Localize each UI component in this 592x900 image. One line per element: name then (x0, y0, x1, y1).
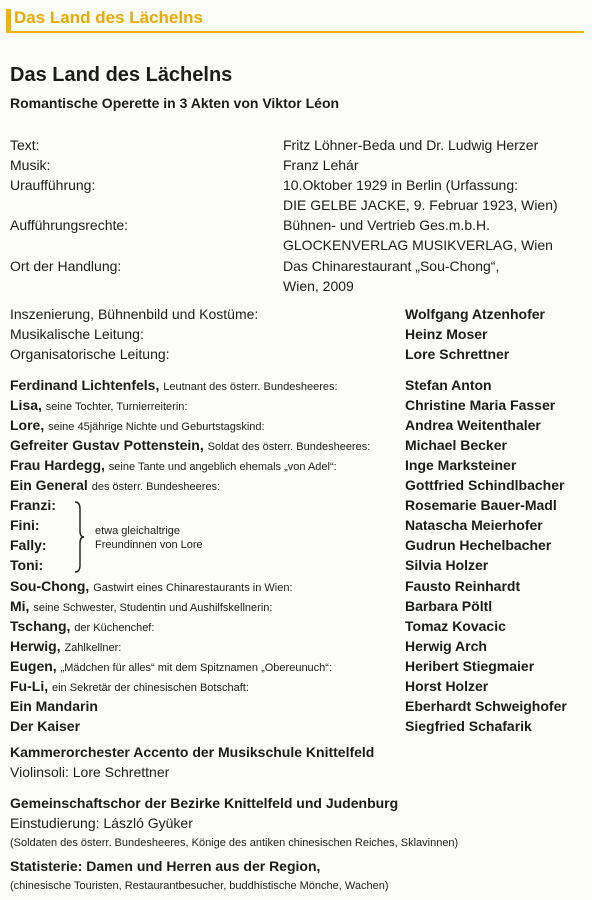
cast-role (10, 638, 121, 654)
cast-role (10, 678, 249, 694)
cast-role (10, 557, 43, 573)
cast-role (10, 698, 98, 714)
staff-name: Heinz Moser (405, 326, 488, 342)
page-subtitle: Romantische Operette in 3 Akten von Viktor Léon (10, 95, 340, 111)
info-value-auffuehrungsrechte-1: Bühnen- und Vertrieb Ges.m.b.H. (283, 217, 490, 233)
info-value-urauffuehrung-2: DIE GELBE JACKE, 9. Februar 1923, Wien) (283, 197, 558, 213)
cast-role-name: Fally: (10, 537, 47, 553)
info-value-auffuehrungsrechte-2: GLOCKENVERLAG MUSIKVERLAG, Wien (283, 237, 553, 253)
cast-role (10, 377, 338, 393)
cast-actor: Siegfried Schafarik (405, 718, 532, 734)
cast-role-desc: „Mädchen für alles“ mit dem Spitznamen „Obereunuch“: (60, 662, 333, 674)
cast-role (10, 578, 293, 594)
header-accent-bar (6, 9, 11, 31)
curly-brace-icon (74, 501, 84, 573)
cast-role-desc: seine Schwester, Studentin und Aushilfskellnerin: (33, 602, 273, 614)
cast-role-desc: Zahlkellner: (64, 642, 122, 654)
cast-role-name: Gefreiter Gustav Pottenstein, (10, 437, 204, 453)
staff-name: Wolfgang Atzenhofer (405, 306, 545, 322)
info-value-text: Fritz Löhner-Beda und Dr. Ludwig Herzer (283, 137, 539, 153)
cast-role-name: Sou-Chong, (10, 578, 90, 594)
cast-role-name: Tschang, (10, 618, 71, 634)
header-divider (6, 31, 584, 33)
cast-role-name: Fini: (10, 517, 40, 533)
cast-actor: Fausto Reinhardt (405, 578, 521, 594)
choir-note: (Soldaten des österr. Bundesheeres, Könige des antiken chinesischen Reiches, Sklavinnen) (10, 837, 459, 849)
cast-role-name: Herwig, (10, 638, 61, 654)
cast-role-name: Ferdinand Lichtenfels, (10, 377, 160, 393)
orchestra-title (10, 744, 374, 760)
cast-role (10, 658, 332, 674)
cast-role (10, 497, 56, 513)
info-label-urauffuehrung: Uraufführung: (10, 177, 96, 193)
extras-note: (chinesische Touristen, Restaurantbesucher, buddhistische Mönche, Wachen) (10, 880, 389, 892)
cast-actor: Rosemarie Bauer-Madl (405, 497, 557, 513)
orchestra-title-text: Kammerorchester Accento der Musikschule Knittelfeld (10, 744, 375, 760)
header-title: Das Land des Lächelns (14, 8, 203, 27)
cast-actor: Eberhardt Schweighofer (405, 698, 567, 714)
cast-actor: Barbara Pöltl (405, 598, 493, 614)
choir-director: Einstudierung: László Gyüker (10, 815, 193, 831)
staff-role: Musikalische Leitung: (10, 326, 144, 342)
cast-actor: Heribert Stiegmaier (405, 658, 535, 674)
info-value-ort-2: Wien, 2009 (283, 278, 354, 294)
cast-role-desc: Soldat des österr. Bundesheeres: (207, 441, 371, 453)
cast-role-desc: ein Sekretär der chinesischen Botschaft: (52, 682, 249, 694)
cast-role-desc: des österr. Bundesheeres: (91, 481, 221, 493)
extras-title-text: Statisterie: Damen und Herren aus der Region, (10, 858, 321, 874)
cast-role (10, 457, 337, 473)
cast-role-name: Franzi: (10, 497, 56, 513)
cast-actor: Michael Becker (405, 437, 507, 453)
info-label-musik: Musik: (10, 157, 51, 173)
cast-role (10, 437, 370, 453)
info-value-musik: Franz Lehár (283, 157, 359, 173)
cast-role (10, 537, 47, 553)
cast-role-name: Der Kaiser (10, 718, 81, 734)
cast-actor: Gudrun Hechelbacher (405, 537, 552, 553)
cast-role-name: Ein General (10, 477, 88, 493)
cast-actor: Natascha Meierhofer (405, 517, 543, 533)
choir-title (10, 795, 398, 811)
cast-actor: Gottfried Schindlbacher (405, 477, 565, 493)
info-value-urauffuehrung-1: 10.Oktober 1929 in Berlin (Urfassung: (283, 177, 519, 193)
cast-role-desc: seine Tante und angeblich ehemals „von Adel“: (108, 461, 337, 473)
cast-role (10, 598, 272, 614)
orchestra-soloist: Violinsoli: Lore Schrettner (10, 764, 170, 780)
staff-role: Inszenierung, Bühnenbild und Kostüme: (10, 306, 259, 322)
extras-title (10, 858, 320, 874)
cast-role (10, 417, 265, 433)
choir-title-text: Gemeinschaftschor der Bezirke Knittelfeld und Judenburg (10, 795, 399, 811)
cast-role-desc: seine 45jährige Nichte und Geburtstagskind: (48, 421, 265, 433)
info-value-ort-1: Das Chinarestaurant „Sou-Chong“, (283, 258, 500, 274)
friends-note-line: Freundinnen von Lore (95, 539, 203, 551)
staff-name: Lore Schrettner (405, 346, 510, 362)
cast-actor: Christine Maria Fasser (405, 397, 556, 413)
info-label-ort: Ort der Handlung: (10, 258, 122, 274)
cast-actor: Silvia Holzer (405, 557, 489, 573)
cast-role-desc: der Küchenchef: (74, 622, 155, 634)
info-label-text: Text: (10, 137, 40, 153)
cast-role-name: Frau Hardegg, (10, 457, 105, 473)
cast-role (10, 718, 80, 734)
info-label-auffuehrungsrechte: Aufführungsrechte: (10, 217, 129, 233)
cast-actor: Horst Holzer (405, 678, 489, 694)
cast-role-name: Toni: (10, 557, 44, 573)
cast-role-name: Lore, (10, 417, 45, 433)
page-title: Das Land des Lächelns (10, 64, 233, 86)
cast-role-name: Fu-Li, (10, 678, 49, 694)
cast-actor: Andrea Weitenthaler (405, 417, 541, 433)
cast-role-name: Lisa, (10, 397, 42, 413)
cast-role-desc: seine Tochter, Turnierreiterin: (45, 401, 188, 413)
cast-role-name: Mi, (10, 598, 30, 614)
cast-role (10, 517, 40, 533)
cast-role-name: Ein Mandarin (10, 698, 98, 714)
cast-role-desc: Leutnant des österr. Bundesheeres: (163, 381, 338, 393)
cast-actor: Stefan Anton (405, 377, 492, 393)
cast-role-name: Eugen, (10, 658, 57, 674)
cast-role-desc: Gastwirt eines Chinarestaurants in Wien: (93, 582, 293, 594)
friends-note (95, 524, 203, 552)
cast-actor: Tomaz Kovacic (405, 618, 506, 634)
cast-role (10, 477, 220, 493)
friends-note-line: etwa gleichaltrige (95, 525, 180, 537)
cast-role (10, 397, 187, 413)
cast-role (10, 618, 154, 634)
cast-actor: Inge Marksteiner (405, 457, 517, 473)
cast-actor: Herwig Arch (405, 638, 487, 654)
staff-role: Organisatorische Leitung: (10, 346, 170, 362)
